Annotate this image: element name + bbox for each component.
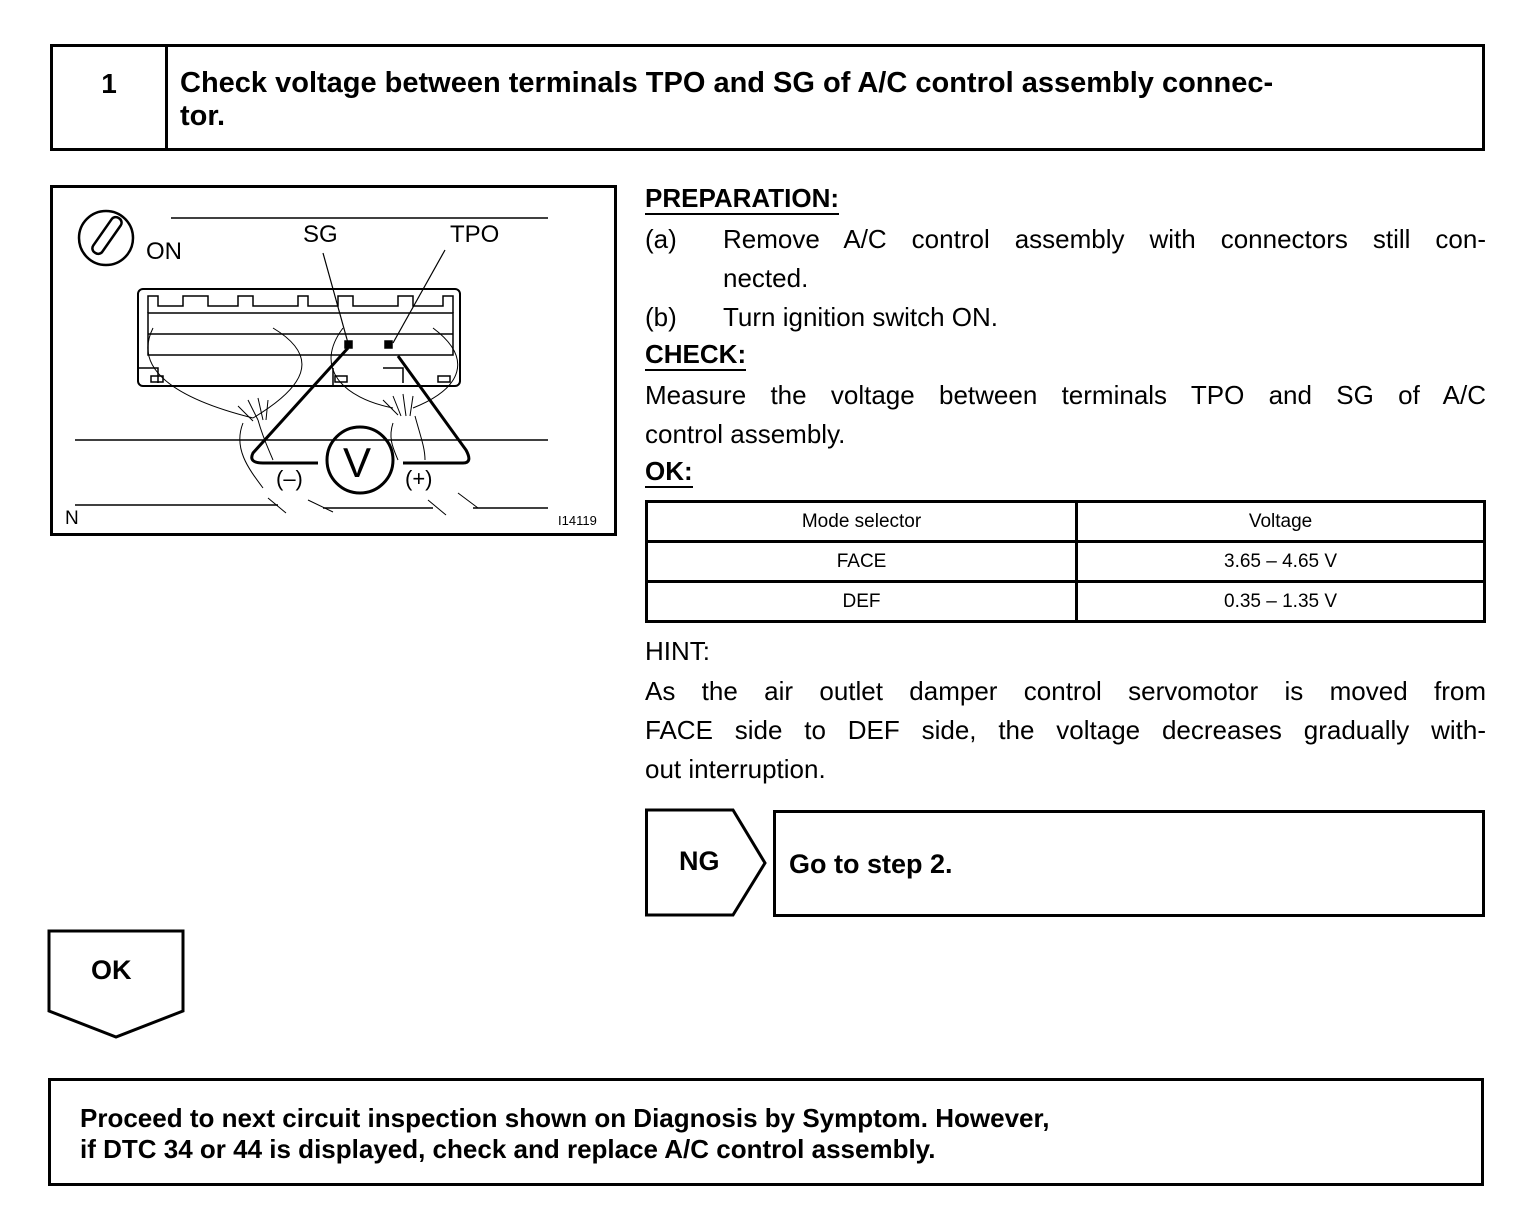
hint-text: As the air outlet damper control servomotor is moved from: [645, 676, 1486, 706]
ignition-switch-icon: [79, 211, 133, 265]
figure-id: I14119: [558, 513, 597, 528]
check-text: Measure the voltage between terminals TPO and SG of A/C: [645, 380, 1486, 410]
procedure-text: [645, 180, 1486, 784]
ng-branch-label: [645, 808, 770, 918]
ok-heading: OK:: [645, 456, 693, 486]
final-action-text: if DTC 34 or 44 is displayed, check and replace A/C control assembly.: [80, 1134, 936, 1164]
hint-text: out interruption.: [645, 754, 826, 784]
item-label: (a): [645, 224, 677, 254]
step-number: 1: [53, 47, 168, 148]
table-cell: FACE: [647, 542, 1077, 582]
step-title-line: tor.: [180, 100, 226, 132]
item-label: (b): [645, 302, 677, 332]
ok-label: OK: [91, 955, 132, 985]
hint-text: FACE side to DEF side, the voltage decreases gradually with-: [645, 715, 1486, 745]
table-row: [647, 542, 1485, 582]
ng-action-box: [773, 810, 1485, 917]
step-header: [50, 44, 1485, 151]
table-cell: 3.65 – 4.65 V: [1077, 542, 1485, 582]
ng-label: NG: [679, 846, 720, 876]
terminal-sg-label: SG: [303, 221, 338, 248]
table-cell: DEF: [647, 582, 1077, 622]
item-text: nected.: [723, 263, 809, 293]
table-cell: 0.35 – 1.35 V: [1077, 582, 1485, 622]
preparation-heading: PREPARATION:: [645, 183, 840, 213]
step-title-line: Check voltage between terminals TPO and SG of A/C control assembly connec-: [180, 67, 1274, 99]
corner-label: N: [65, 508, 79, 529]
negative-probe-label: (–): [276, 466, 303, 491]
item-text: Turn ignition switch ON.: [723, 302, 999, 332]
table-header: Voltage: [1077, 502, 1485, 542]
ok-branch-label: [47, 929, 187, 1041]
table-row: [647, 582, 1485, 622]
table-header: Mode selector: [647, 502, 1077, 542]
step-title: [180, 67, 1470, 133]
positive-probe-label: (+): [405, 466, 433, 491]
switch-on-label: ON: [146, 238, 182, 265]
meter-symbol: V: [343, 439, 372, 486]
final-action-text: Proceed to next circuit inspection shown on Diagnosis by Symptom. However,: [80, 1103, 1050, 1133]
connector-icon: [138, 289, 460, 386]
ng-action-text: Go to step 2.: [789, 849, 953, 879]
hint-heading: HINT:: [645, 636, 710, 666]
final-action-box: [48, 1078, 1484, 1186]
connector-diagram: [50, 185, 617, 536]
voltage-spec-table: [645, 500, 1486, 623]
check-text: control assembly.: [645, 419, 846, 449]
check-heading: CHECK:: [645, 339, 747, 369]
item-text: Remove A/C control assembly with connectors still con-: [723, 224, 1486, 254]
table-header-row: [647, 502, 1485, 542]
terminal-tpo-label: TPO: [450, 221, 500, 248]
